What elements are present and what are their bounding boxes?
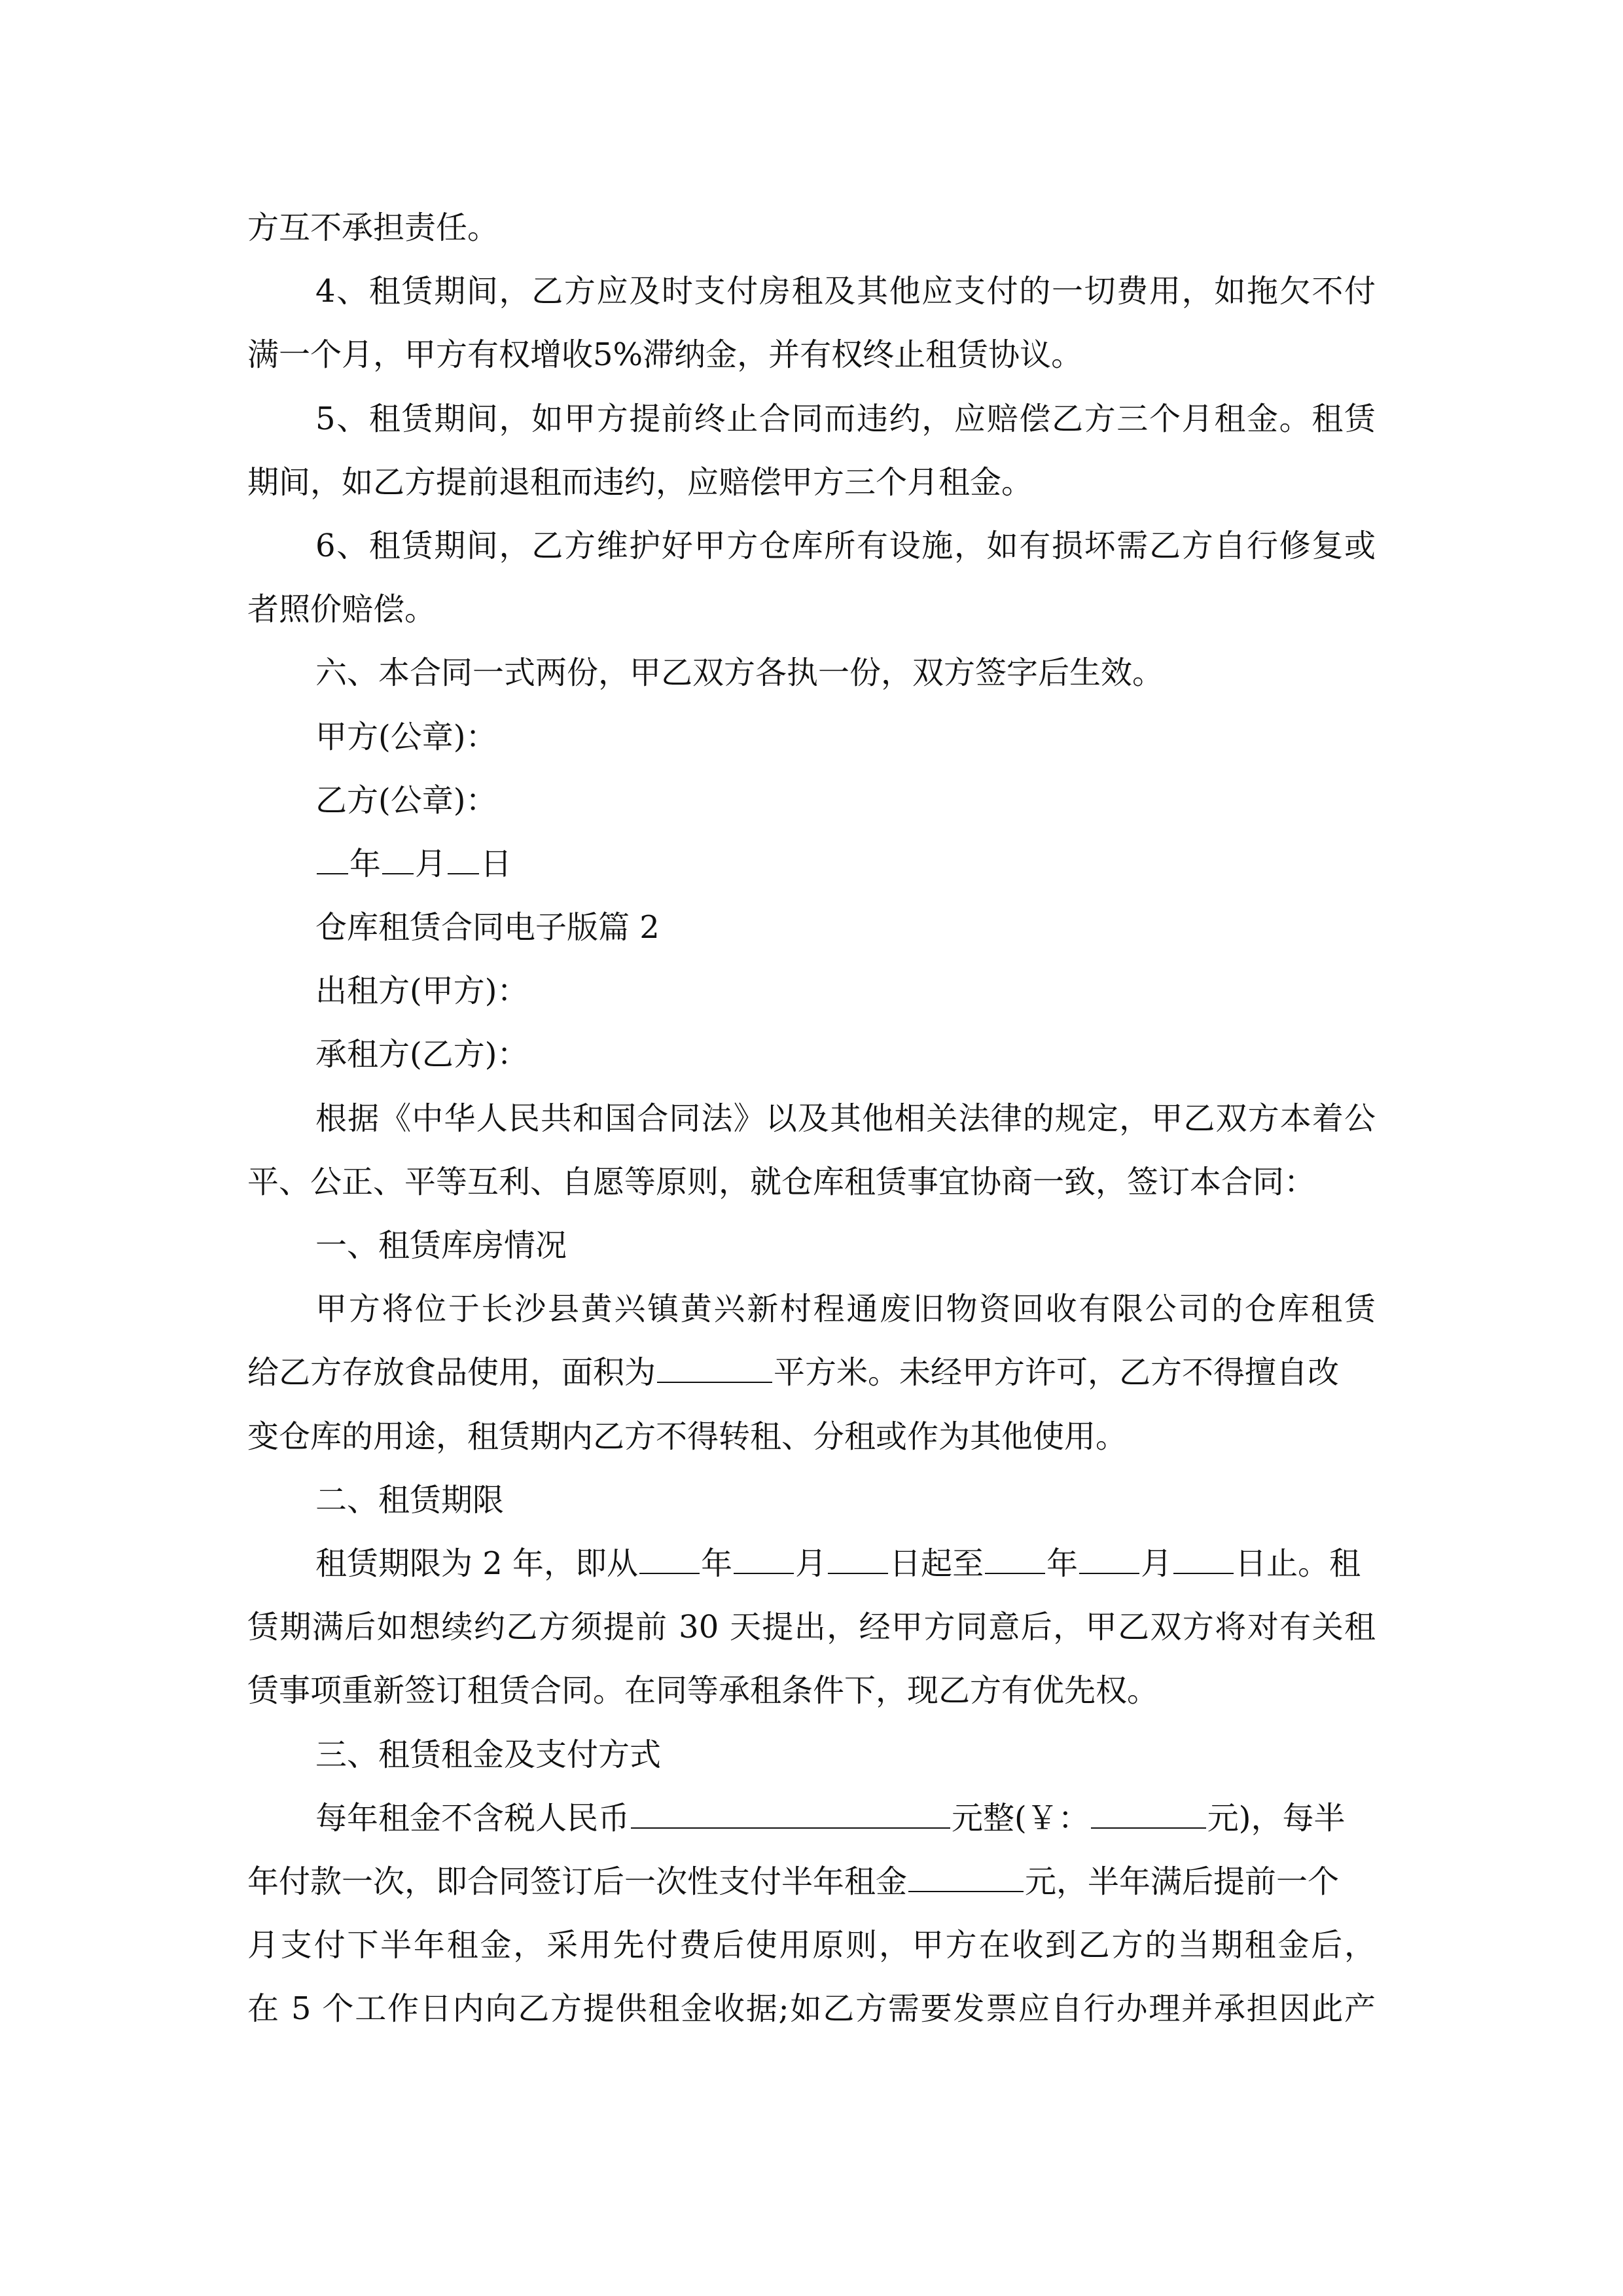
date-year-label: 年 xyxy=(349,845,382,882)
section-1-heading: 一、租赁库房情况 xyxy=(315,1227,567,1264)
party-b-seal: 乙方(公章)： xyxy=(315,781,497,819)
section-3-line-4: 在 5 个工作日内向乙方提供租金收据;如乙方需要发票应自行办理并承担因此产 xyxy=(247,1990,1376,2028)
lessee-line: 承租方(乙方)： xyxy=(315,1036,529,1073)
text-fragment: 给乙方存放食品使用，面积为 xyxy=(247,1354,656,1391)
section-3-heading: 三、租赁租金及支付方式 xyxy=(315,1736,662,1773)
clause-6-line-1: 6、租赁期间，乙方维护好甲方仓库所有设施，如有损坏需乙方自行修复或 xyxy=(315,527,1376,564)
date-day-label: 日 xyxy=(480,845,512,882)
text-fragment: 日起至 xyxy=(889,1545,984,1582)
blank-field xyxy=(985,1543,1045,1574)
blank-field xyxy=(382,843,414,874)
section-1-line-2 xyxy=(247,1341,1376,1405)
section-3-line-1 xyxy=(247,1787,1376,1850)
section-3-line-3: 月支付下半年租金，采用先付费后使用原则，甲方在收到乙方的当期租金后， xyxy=(247,1927,1376,1964)
clause-5-line-2: 期间，如乙方提前退租而违约，应赔偿甲方三个月租金。 xyxy=(247,463,1033,501)
section-2-heading: 二、租赁期限 xyxy=(315,1481,505,1518)
text-fragment: 年 xyxy=(701,1545,733,1582)
text-fragment: 租赁期限为 2 年，即从 xyxy=(315,1545,639,1582)
lessor-line: 出租方(甲方)： xyxy=(315,973,529,1010)
blank-field xyxy=(639,1543,700,1574)
clause-6-line-2: 者照价赔偿。 xyxy=(247,591,437,628)
blank-field xyxy=(1079,1543,1139,1574)
text-fragment: 平方米。未经甲方许可，乙方不得擅自改 xyxy=(774,1354,1340,1391)
clause-5-line-1: 5、租赁期间，如甲方提前终止合同而违约，应赔偿乙方三个月租金。租赁 xyxy=(315,400,1376,437)
blank-field xyxy=(908,1861,1024,1892)
text-fragment: 元整(￥： xyxy=(952,1799,1090,1837)
party-a-seal: 甲方(公章)： xyxy=(315,718,497,755)
section-1-line-3: 变仓库的用途，租赁期内乙方不得转租、分租或作为其他使用。 xyxy=(247,1418,1128,1455)
text-fragment: 年付款一次，即合同签订后一次性支付半年租金 xyxy=(247,1863,908,1900)
section-3-line-2 xyxy=(247,1850,1376,1914)
section-2-line-3: 赁事项重新签订租赁合同。在同等承租条件下，现乙方有优先权。 xyxy=(247,1672,1159,1710)
section-2-line-1 xyxy=(247,1532,1376,1596)
text-fragment: 月 xyxy=(795,1545,827,1582)
preamble-line-1: 根据《中华人民共和国合同法》以及其他相关法律的规定，甲乙双方本着公 xyxy=(315,1100,1376,1137)
text-fragment: 日止。租 xyxy=(1235,1545,1361,1582)
document-body xyxy=(247,196,1376,2041)
text-fragment: 元)，每半 xyxy=(1207,1799,1346,1837)
text-fragment: 元，半年满后提前一个 xyxy=(1025,1863,1340,1900)
contract-title: 仓库租赁合同电子版篇 2 xyxy=(315,909,660,946)
blank-field xyxy=(317,843,348,874)
preamble-line-2: 平、公正、平等互利、自愿等原则，就仓库租赁事宜协商一致，签订本合同： xyxy=(247,1163,1316,1200)
clause-4-line-1: 4、租赁期间，乙方应及时支付房租及其他应支付的一切费用，如拖欠不付 xyxy=(315,273,1376,310)
blank-field xyxy=(734,1543,794,1574)
date-month-label: 月 xyxy=(415,845,447,882)
blank-field xyxy=(448,843,479,874)
text-line: 方互不承担责任。 xyxy=(247,209,499,246)
section-2-line-2: 赁期满后如想续约乙方须提前 30 天提出，经甲方同意后，甲乙双方将对有关租 xyxy=(247,1609,1376,1646)
text-fragment: 年 xyxy=(1046,1545,1079,1582)
text-fragment: 月 xyxy=(1141,1545,1173,1582)
date-line xyxy=(247,833,1376,896)
blank-field xyxy=(1091,1797,1206,1829)
blank-field xyxy=(657,1352,772,1384)
section-6-heading: 六、本合同一式两份，甲乙双方各执一份，双方签字后生效。 xyxy=(315,655,1164,692)
text-fragment: 每年租金不含税人民币 xyxy=(315,1799,630,1837)
blank-field xyxy=(1173,1543,1234,1574)
blank-field xyxy=(631,1797,950,1829)
clause-4-line-2: 满一个月，甲方有权增收5%滞纳金，并有权终止租赁协议。 xyxy=(247,336,1083,374)
section-1-line-1: 甲方将位于长沙县黄兴镇黄兴新村程通废旧物资回收有限公司的仓库租赁 xyxy=(315,1291,1376,1328)
blank-field xyxy=(828,1543,888,1574)
